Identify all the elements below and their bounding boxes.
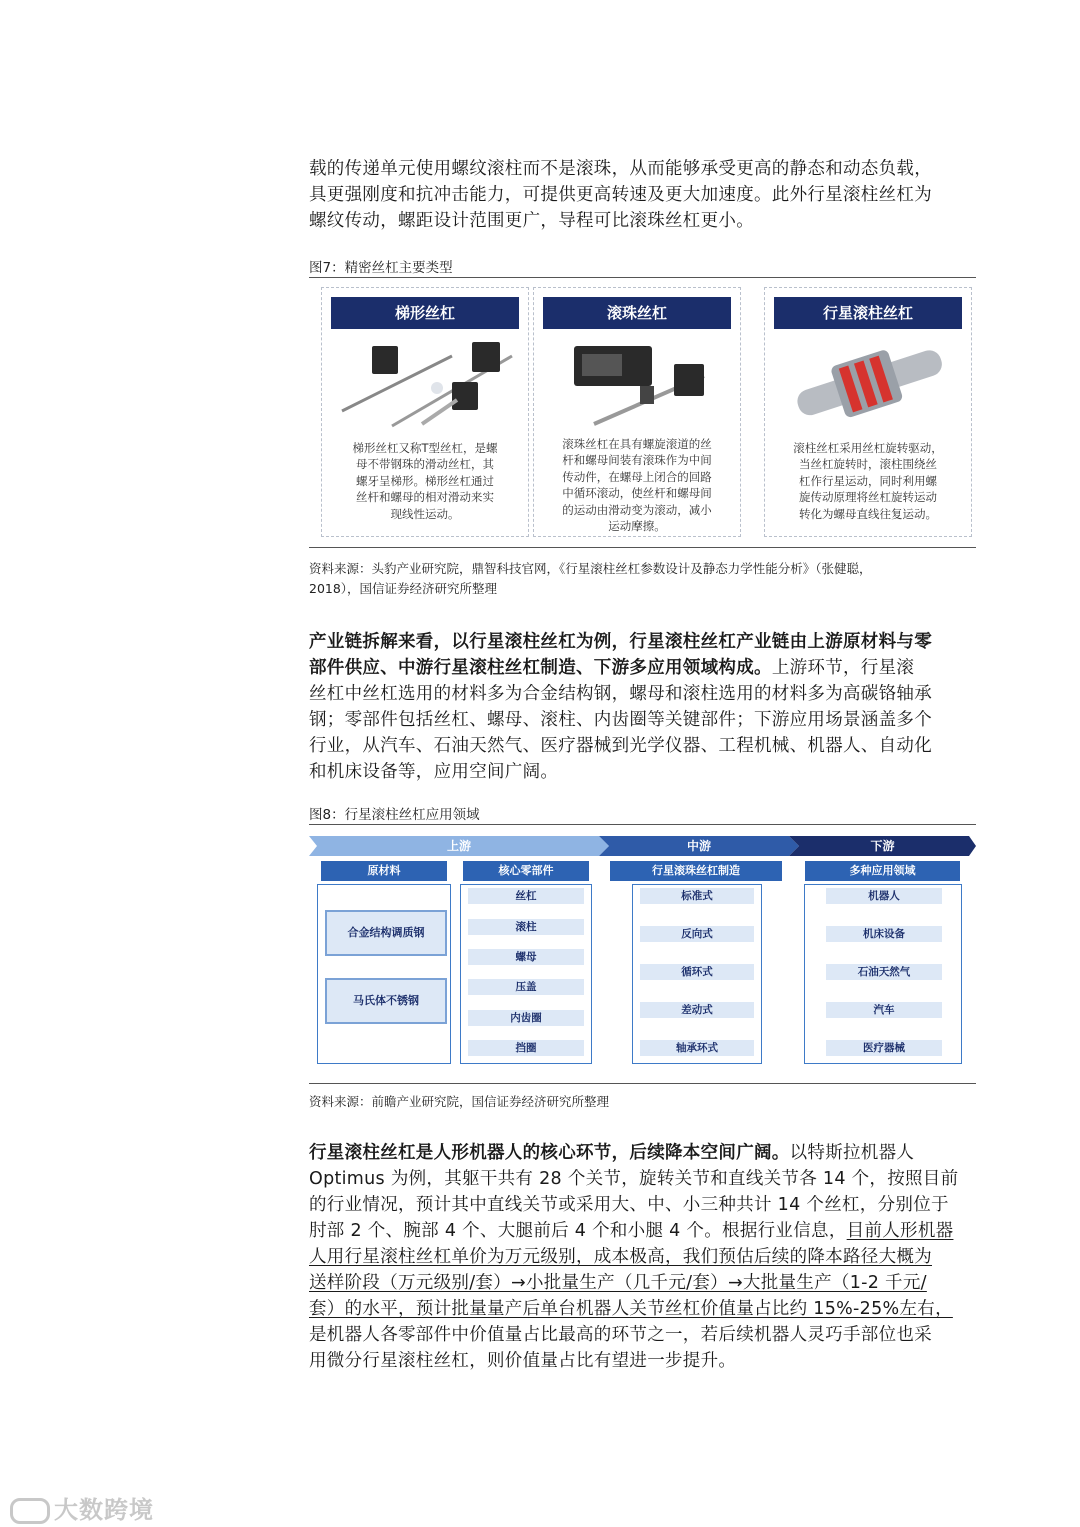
column-head-raw-materials: 原材料: [321, 861, 447, 881]
divider: [309, 277, 976, 278]
application-item: 石油天然气: [826, 964, 942, 980]
text-line: Optimus 为例，其躯干共有 28 个关节，旋转关节和直线关节各 14 个，按照目前: [309, 1169, 959, 1189]
card-heading: 梯形丝杠: [331, 297, 519, 329]
desc-line: 中循环滚动，使丝杆和螺母间: [562, 486, 712, 501]
material-item: 马氏体不锈钢: [325, 978, 447, 1024]
desc-line: 运动摩擦。: [608, 519, 666, 534]
desc-line: 滚珠丝杠在具有螺旋滚道的丝: [562, 437, 712, 451]
trapezoidal-screw-image: [332, 336, 520, 432]
desc-line: 的运动由滑动变为滚动，减小: [562, 502, 712, 517]
source-line: 资料来源：头豹产业研究院，鼎智科技官网，《行星滚柱丝杠参数设计及静态力学性能分析》（张健聪，: [309, 561, 872, 576]
figure-8-source: 资料来源：前瞻产业研究院，国信证券经济研究所整理: [309, 1094, 610, 1109]
card-heading: 行星滚柱丝杠: [774, 297, 962, 329]
material-item: 合金结构调质钢: [325, 910, 447, 956]
desc-line: 杆和螺母间装有滚珠作为中间: [562, 453, 712, 468]
desc-line: 丝杆和螺母的相对滑动来实: [356, 490, 494, 505]
stage-downstream: 下游: [870, 839, 895, 853]
part-item: 滚柱: [468, 919, 584, 935]
figure-7-title: 图7：精密丝杠主要类型: [309, 260, 453, 276]
desc-line: 滚柱丝杠采用丝杠旋转驱动，: [793, 441, 943, 455]
text-line: 的行业情况，预计其中直线关节或采用大、中、小三种共计 14 个丝杠，分别位于: [309, 1195, 949, 1215]
application-item: 机床设备: [826, 926, 942, 942]
column-head-core-parts: 核心零部件: [463, 861, 589, 881]
part-item: 挡圈: [468, 1040, 584, 1056]
text-line: 是机器人各零部件中价值量占比最高的环节之一，若后续机器人灵巧手部位也采: [309, 1325, 932, 1345]
text-line: [309, 655, 979, 682]
text-line: 具更强刚度和抗冲击能力，可提供更高转速及更大加速度。此外行星滚柱丝杠为: [309, 185, 932, 205]
stage-midstream: 中游: [686, 839, 711, 853]
text-line: 螺纹传动，螺距设计范围更广，导程可比滚珠丝杠更小。: [309, 211, 754, 231]
manufacturing-item: 轴承环式: [640, 1040, 754, 1056]
underlined-text: 目前人形机器: [846, 1221, 954, 1241]
text-line: 载的传递单元使用螺纹滚柱而不是滚珠，从而能够承受更高的静态和动态负载，: [309, 159, 932, 179]
text-span: 以特斯拉机器人: [789, 1143, 915, 1163]
text-line: 用微分行星滚柱丝杠，则价值量占比有望进一步提升。: [309, 1351, 737, 1371]
manufacturing-item: 差动式: [640, 1002, 754, 1018]
watermark-logo-icon: [10, 1498, 50, 1524]
part-item: 压盖: [468, 979, 584, 995]
divider: [309, 547, 976, 548]
stage-upstream: 上游: [446, 839, 471, 853]
application-item: 医疗器械: [826, 1040, 942, 1056]
figure-7-source: [309, 559, 976, 599]
desc-line: 旋传动原理将丝杠旋转运动: [799, 490, 937, 505]
part-item: 丝杠: [468, 888, 584, 904]
application-item: 机器人: [826, 888, 942, 904]
planetary-roller-screw-image: [775, 336, 963, 432]
ball-screw-image: [544, 336, 732, 432]
part-item: 螺母: [468, 949, 584, 965]
text-line: [309, 1218, 979, 1245]
text-line: 人用行星滚柱丝杠单价为万元级别，成本极高，我们预估后续的降本路径大概为: [309, 1247, 932, 1267]
bold-text: 行星滚柱丝杠是人形机器人的核心环节，后续降本空间广阔。: [309, 1143, 790, 1163]
text-line: 产业链拆解来看，以行星滚柱丝杠为例，行星滚柱丝杠产业链由上游原材料与零: [309, 632, 932, 652]
card-trapezoidal-screw: [321, 287, 529, 537]
card-heading: 滚珠丝杠: [543, 297, 731, 329]
column-head-applications: 多种应用领域: [805, 861, 960, 881]
column-core-parts: [460, 884, 592, 1064]
text-line: 行业，从汽车、石油天然气、医疗器械到光学仪器、工程机械、机器人、自动化: [309, 736, 932, 756]
figure-8-title: 图8：行星滚柱丝杠应用领域: [309, 807, 480, 823]
bold-text: 部件供应、中游行星滚柱丝杠制造、下游多应用领域构成。: [309, 658, 772, 678]
card-description: [336, 440, 514, 522]
text-span: 肘部 2 个、腕部 4 个、大腿前后 4 个和小腿 4 个。根据行业信息，: [309, 1221, 847, 1241]
desc-line: 杠作行星运动，同时利用螺: [799, 473, 937, 488]
divider: [309, 1083, 976, 1084]
column-head-manufacturing: 行星滚珠丝杠制造: [610, 861, 782, 881]
source-line: 2018），国信证券经济研究所整理: [309, 581, 498, 596]
card-description: [779, 440, 957, 522]
application-item: 汽车: [826, 1002, 942, 1018]
manufacturing-item: 循环式: [640, 964, 754, 980]
text-line: 送样阶段（万元级别/套）→小批量生产（几千元/套）→大批量生产（1-2 千元/: [309, 1273, 927, 1293]
desc-line: 螺牙呈梯形。梯形丝杠通过: [356, 473, 494, 488]
watermark: [10, 1490, 154, 1525]
desc-line: 传动件，在螺母上闭合的回路: [562, 469, 712, 484]
desc-line: 梯形丝杠又称T型丝杠，是螺: [352, 441, 498, 455]
divider: [309, 824, 976, 825]
desc-line: 转化为螺母直线往复运动。: [799, 506, 937, 521]
desc-line: 当丝杠旋转时，滚柱围绕丝: [799, 457, 937, 472]
text-line: 套）的水平，预计批量量产后单台机器人关节丝杠价值量占比约 15%-25%左右，: [309, 1299, 953, 1319]
card-planetary-roller-screw: [764, 287, 972, 537]
text-line: [309, 1140, 979, 1167]
manufacturing-item: 反向式: [640, 926, 754, 942]
watermark-text: 大数跨境: [54, 1496, 154, 1524]
text-line: 丝杠中丝杠选用的材料多为合金结构钢，螺母和滚柱选用的材料多为高碳铬轴承: [309, 684, 932, 704]
card-ball-screw: [533, 287, 741, 537]
desc-line: 母不带钢珠的滑动丝杠，其: [356, 457, 494, 472]
manufacturing-item: 标准式: [640, 888, 754, 904]
desc-line: 现线性运动。: [390, 506, 460, 521]
part-item: 内齿圈: [468, 1010, 584, 1026]
text-line: 和机床设备等，应用空间广阔。: [309, 762, 559, 782]
card-description: [548, 436, 726, 534]
text-span: 上游环节，行星滚: [771, 658, 915, 678]
text-line: 钢；零部件包括丝杠、螺母、滚柱、内齿圈等关键部件；下游应用场景涵盖多个: [309, 710, 932, 730]
